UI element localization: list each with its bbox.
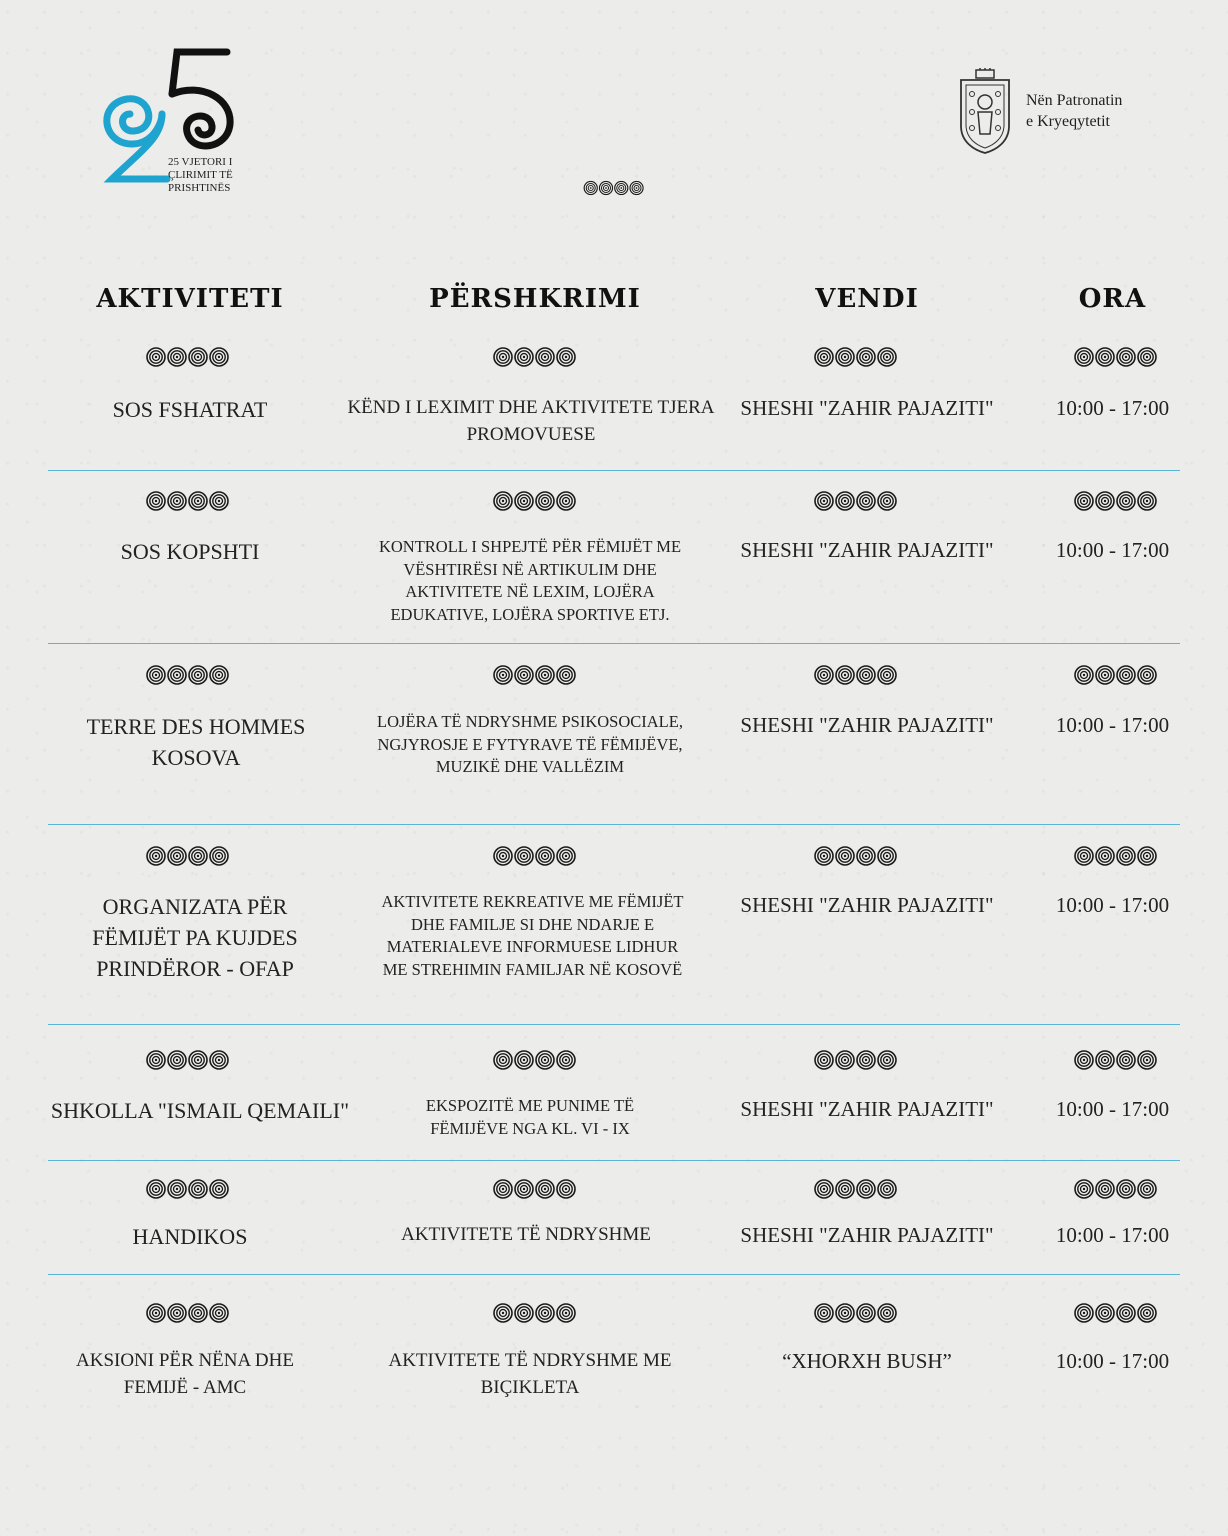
spiral-ornament-icon: [146, 490, 230, 512]
description-cell: LOJËRA TË NDRYSHME PSIKOSOCIALE, NGJYROSJE E FYTYRAVE TË FËMIJËVE, MUZIKË DHE VALLËZIM: [377, 712, 683, 776]
spiral-ornament-icon: [146, 1302, 230, 1324]
spiral-ornament-icon: [146, 845, 230, 867]
time-cell: 10:00 - 17:00: [1055, 396, 1170, 420]
activity-cell: AKSIONI PËR NËNA DHE FEMIJË - AMC: [76, 1350, 294, 1398]
row-divider: [48, 1160, 1180, 1161]
spiral-ornament-icon: [493, 1049, 577, 1071]
description-cell: AKTIVITETE TË NDRYSHME: [401, 1224, 651, 1245]
place-cell: SHESHI "ZAHIR PAJAZITI": [740, 1223, 994, 1247]
row-divider: [48, 1274, 1180, 1275]
spiral-ornament-icon: [493, 1178, 577, 1200]
activity-cell: SOS FSHATRAT: [112, 397, 268, 422]
spiral-ornament-icon: [814, 1302, 898, 1324]
spiral-ornament-icon: [1074, 1178, 1158, 1200]
activity-cell: SHKOLLA "ISMAIL QEMAILI": [50, 1098, 350, 1123]
ornament-row: [0, 1178, 1228, 1200]
place-cell: SHESHI "ZAHIR PAJAZITI": [740, 538, 994, 562]
top-ornament-icon: [581, 180, 647, 196]
time-cell: 10:00 - 17:00: [1055, 713, 1170, 737]
activity-cell: TERRE DES HOMMES KOSOVA: [86, 714, 306, 770]
spiral-ornament-icon: [814, 1178, 898, 1200]
spiral-ornament-icon: [1074, 1302, 1158, 1324]
ornament-row: [0, 490, 1228, 512]
spiral-ornament-icon: [493, 845, 577, 867]
ornament-row: [0, 1049, 1228, 1071]
patronage-text: [1026, 90, 1206, 132]
activity-cell: SOS KOPSHTI: [120, 539, 260, 564]
spiral-ornament-icon: [146, 1049, 230, 1071]
row-divider: [48, 470, 1180, 471]
description-cell: AKTIVITETE REKREATIVE ME FËMIJËT DHE FAMILJE SI DHE NDARJE E MATERIALEVE INFORMUESE LIDHUR ME STREHIMIN FAMILJAR NË KOSOVË: [381, 892, 684, 979]
spiral-ornament-icon: [146, 1178, 230, 1200]
activity-cell: ORGANIZATA PËR FËMIJËT PA KUJDES PRINDËROR - OFAP: [92, 894, 298, 981]
city-crest-icon: [958, 68, 1012, 154]
ornament-row: [0, 664, 1228, 686]
description-cell: KONTROLL I SHPEJTË PËR FËMIJËT ME VËSHTIRËSI NË ARTIKULIM DHE AKTIVITETE NË LEXIM, LOJËRA EDUKATIVE, LOJËRA SPORTIVE ETJ.: [378, 537, 682, 624]
patronage-line-1: Nën Patronatin: [1026, 92, 1123, 109]
spiral-ornament-icon: [814, 346, 898, 368]
spiral-ornament-icon: [493, 1302, 577, 1324]
spiral-ornament-icon: [814, 1049, 898, 1071]
logo-caption: 25 VJETORI I ÇLIRIMIT TË PRISHTINËS: [168, 156, 233, 194]
header-place: VENDI: [815, 284, 919, 314]
table-header: [0, 284, 1228, 324]
spiral-ornament-icon: [1074, 490, 1158, 512]
time-cell: 10:00 - 17:00: [1055, 1349, 1170, 1373]
spiral-ornament-icon: [493, 490, 577, 512]
row-divider: [48, 1024, 1180, 1025]
place-cell: SHESHI "ZAHIR PAJAZITI": [740, 1097, 994, 1121]
place-cell: SHESHI "ZAHIR PAJAZITI": [740, 396, 994, 420]
spiral-ornament-icon: [1074, 346, 1158, 368]
spiral-ornament-icon: [814, 845, 898, 867]
activity-cell: HANDIKOS: [132, 1224, 248, 1249]
description-cell: KËND I LEXIMIT DHE AKTIVITETE TJERA PROMOVUESE: [347, 397, 715, 445]
spiral-ornament-icon: [814, 490, 898, 512]
spiral-ornament-icon: [493, 664, 577, 686]
time-cell: 10:00 - 17:00: [1055, 1097, 1170, 1121]
place-cell: “XHORXH BUSH”: [782, 1349, 952, 1373]
row-divider: [48, 643, 1180, 644]
spiral-ornament-icon: [493, 346, 577, 368]
place-cell: SHESHI "ZAHIR PAJAZITI": [740, 713, 994, 737]
header-description: PËRSHKRIMI: [429, 284, 641, 314]
time-cell: 10:00 - 17:00: [1055, 893, 1170, 917]
spiral-ornament-icon: [1074, 1049, 1158, 1071]
row-divider: [48, 824, 1180, 825]
description-cell: AKTIVITETE TË NDRYSHME ME BIÇIKLETA: [388, 1350, 672, 1398]
place-cell: SHESHI "ZAHIR PAJAZITI": [740, 893, 994, 917]
spiral-ornament-icon: [1074, 845, 1158, 867]
spiral-ornament-icon: [1074, 664, 1158, 686]
description-cell: EKSPOZITË ME PUNIME TË FËMIJËVE NGA KL. VI - IX: [425, 1096, 635, 1138]
spiral-ornament-icon: [814, 664, 898, 686]
spiral-ornament-icon: [146, 664, 230, 686]
spiral-ornament-icon: [146, 346, 230, 368]
ornament-row: [0, 845, 1228, 867]
ornament-row: [0, 346, 1228, 368]
ornament-row: [0, 1302, 1228, 1324]
patronage-line-2: e Kryeqytetit: [1026, 113, 1110, 130]
header-activity: AKTIVITETI: [96, 284, 284, 314]
header-time: ORA: [1078, 284, 1147, 314]
time-cell: 10:00 - 17:00: [1055, 538, 1170, 562]
time-cell: 10:00 - 17:00: [1055, 1223, 1170, 1247]
